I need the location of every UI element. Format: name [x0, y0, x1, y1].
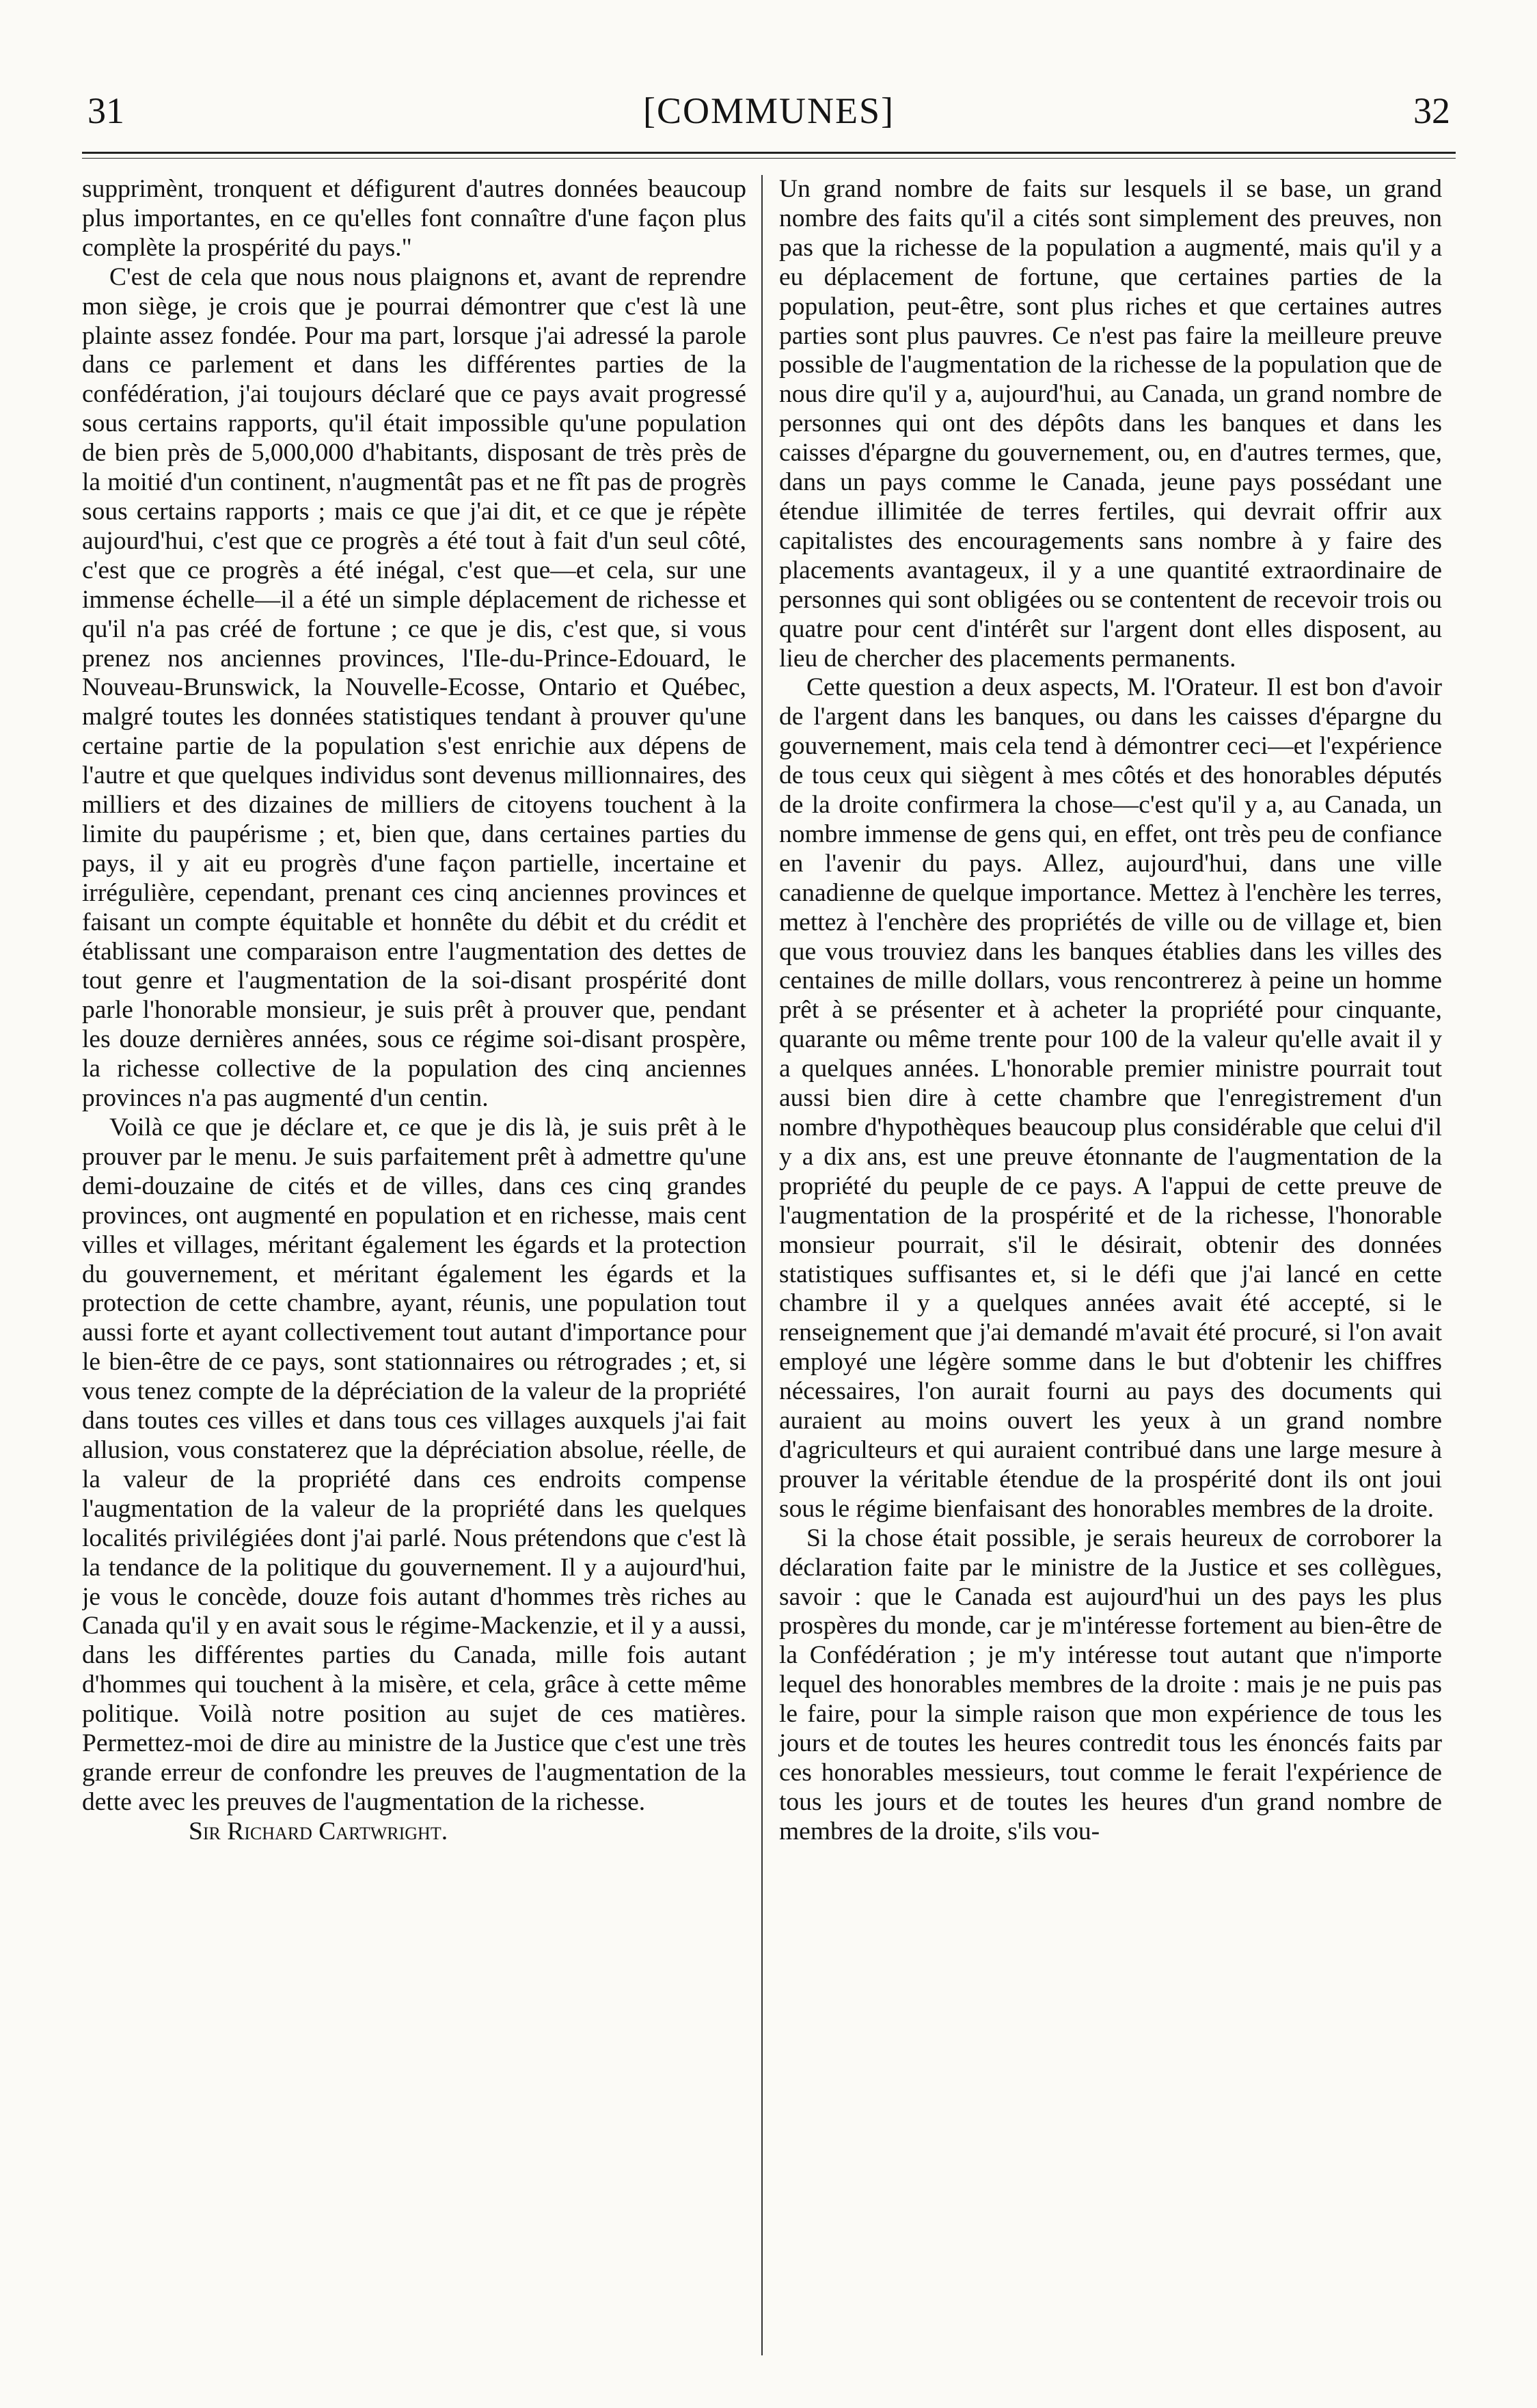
document-page: [82, 82, 1456, 2358]
paragraph: supprimènt, tronquent et défigurent d'autres données beaucoup plus importantes, en ce qu'elles font connaître d'une façon plus complète la prospérité du pays.": [82, 175, 746, 262]
paragraph: C'est de cela que nous nous plaignons et, avant de reprendre mon siège, je crois que je pourrai démontrer que c'est là une plainte assez fondée. Pour ma part, lorsque j'ai adressé la parole dans ce parlement et dans les différentes parties de la confédération, j'ai toujours déclaré que ce pays avait progressé sous certains rapports, qu'il était impossible qu'une population de bien près de 5,000,000 d'habitants, disposant de très près de la moitié d'un continent, n'augmentât pas et ne fît pas de progrès sous certains rapports ; mais ce que j'ai dit, et ce que je répète aujourd'hui, c'est que ce progrès a été tout à fait d'un seul côté, c'est que ce progrès a été inégal, c'est que—et cela, sur une immense échelle—il a été un simple déplacement de richesse et qu'il n'a pas créé de fortune ; ce que je dis, c'est que, si vous prenez nos anciennes provinces, l'Ile-du-Prince-Edouard, le Nouveau-Brunswick, la Nouvelle-Ecosse, Ontario et Québec, malgré toutes les données statistiques tendant à prouver qu'une certaine partie de la population s'est enrichie aux dépens de l'autre et que quelques individus sont devenus millionnaires, des milliers et des dizaines de milliers de citoyens touchent à la limite du paupérisme ; et, bien que, dans certaines parties du pays, il y ait eu progrès d'une façon partielle, incertaine et irrégulière, cependant, prenant ces cinq anciennes provinces et faisant un compte équitable et honnête du débit et du crédit et établissant une comparaison entre l'augmentation des dettes de tout genre et l'augmentation de la soi-disant prospérité dont parle l'honorable monsieur, je suis prêt à prouver que, pendant les douze dernières années, sous ce régime soi-disant prospère, la richesse collective de la population des cinq anciennes provinces n'a pas augmenté d'un centin.: [82, 262, 746, 1113]
paragraph: Voilà ce que je déclare et, ce que je dis là, je suis prêt à le prouver par le menu. Je suis parfaitement prêt à admettre qu'une demi-douzaine de cités et de villes, dans ces cinq grandes provinces, ont augmenté en population et en richesse, mais cent villes et villages, méritant également les égards et la protection du gouvernement, et méritant également les égards et la protection de cette chambre, ayant, réunis, une population tout aussi forte et ayant collectivement tout autant d'importance pour le bien-être de ce pays, sont stationnaires ou rétrogrades ; et, si vous tenez compte de la dépréciation de la valeur de la propriété dans toutes ces villes et dans tous ces villages auxquels j'ai fait allusion, vous constaterez que la dépréciation absolue, réelle, de la valeur de la propriété dans ces endroits compense l'augmentation de la valeur de la propriété dans les quelques localités privilégiées dont j'ai parlé. Nous prétendons que c'est là la tendance de la politique du gouvernement. Il y a aujourd'hui, je vous le concède, douze fois autant d'hommes très riches au Canada qu'il y en avait sous le régime-Mackenzie, et il y a aussi, dans les différentes parties du Canada, mille fois autant d'hommes qui touchent à la misère, et cela, grâce à cette même politique. Voilà notre position au sujet de ces matières. Permettez-moi de dire au ministre de la Justice que c'est une très grande erreur de confondre les preuves de l'augmentation de la dette avec les preuves de l'augmentation de la richesse.: [82, 1113, 746, 1816]
page-number-right: 32: [1413, 90, 1450, 131]
right-column: [768, 175, 1442, 2355]
speaker-signature: Sir Richard Cartwright.: [189, 1817, 448, 1845]
paragraph: Cette question a deux aspects, M. l'Orateur. Il est bon d'avoir de l'argent dans les banques, ou dans les caisses d'épargne du gouvernement, mais cela tend à démontrer ceci—et l'expérience de tous ceux qui siègent à mes côtés et des honorables députés de la droite confirmera la chose—c'est qu'il y a, au Canada, un nombre immense de gens qui, en effet, ont très peu de confiance en l'avenir du pays. Allez, aujourd'hui, dans une ville canadienne de quelque importance. Mettez à l'enchère les terres, mettez à l'enchère des propriétés de ville ou de village et, bien que vous trouviez dans les banques établies dans les villes des centaines de mille dollars, vous rencontrerez à peine un homme prêt à se présenter et à acheter la propriété pour cinquante, quarante ou même trente pour 100 de la valeur qu'elle avait il y a quelques années. L'honorable premier ministre pourrait tout aussi bien dire à cette chambre que l'enregistrement d'un nombre d'hypothèques beaucoup plus considérable que celui d'il y a dix ans, est une preuve étonnante de l'augmentation de la propriété du peuple de ce pays. A l'appui de cette preuve de l'augmentation de la prospérité et de la richesse, l'honorable monsieur pourrait, s'il le désirait, obtenir des données statistiques suffisantes et, si le défi que j'ai lancé en cette chambre il y a quelques années avait été accepté, si le renseignement que j'ai demandé m'avait été procuré, si l'on avait employé une légère somme dans le but d'obtenir les chiffres nécessaires, l'on aurait fourni au pays des documents qui auraient au moins ouvert les yeux à un grand nombre d'agriculteurs et qui auraient contribué dans une large mesure à prouver la véritable étendue de la prospérité dont ils ont joui sous le régime bienfaisant des honorables membres de la droite.: [779, 673, 1442, 1523]
column-divider: [761, 175, 763, 2355]
page-number-left: 31: [87, 90, 124, 131]
left-column: [82, 175, 756, 2355]
page-header: [82, 82, 1456, 139]
text-columns: [82, 175, 1456, 2355]
paragraph: Si la chose était possible, je serais heureux de corroborer la déclaration faite par le ministre de la Justice et ses collègues, savoir : que le Canada est aujourd'hui un des pays les plus prospères du monde, car je m'intéresse fortement au bien-être de la Confédération ; je m'y intéresse tout autant que n'importe lequel des honorables membres de la droite : mais je ne puis pas le faire, pour la simple raison que mon expérience de tous les jours et de toutes les heures contredit tous les énoncés faits par ces honorables messieurs, tout comme le ferait l'expérience de tous les jours et de toutes les heures d'un grand nombre de membres de la droite, s'ils vou-: [779, 1524, 1442, 1845]
paragraph: Un grand nombre de faits sur lesquels il se base, un grand nombre des faits qu'il a cités sont simplement des preuves, non pas que la richesse de la population a augmenté, mais qu'il y a eu déplacement de fortune, que certaines parties de la population, peut-être, sont plus riches et que certaines autres parties sont plus pauvres. Ce n'est pas faire la meilleure preuve possible de l'augmentation de la richesse de la population que de nous dire qu'il y a, aujourd'hui, au Canada, un grand nombre de personnes qui ont des dépôts dans les banques et dans les caisses d'épargne du gouvernement, ou, en d'autres termes, que, dans un pays comme le Canada, jeune pays possédant une étendue illimitée de terres fertiles, qui devrait offrir aux capitalistes des encouragements sans nombre à y faire des placements avantageux, il y a une quantité extraordinaire de personnes qui sont obligées ou se contentent de recevoir trois ou quatre pour cent d'intérêt sur l'argent dont elles disposent, au lieu de chercher des placements permanents.: [779, 175, 1442, 673]
running-title: [COMMUNES]: [642, 90, 895, 131]
header-rule: [82, 152, 1456, 159]
